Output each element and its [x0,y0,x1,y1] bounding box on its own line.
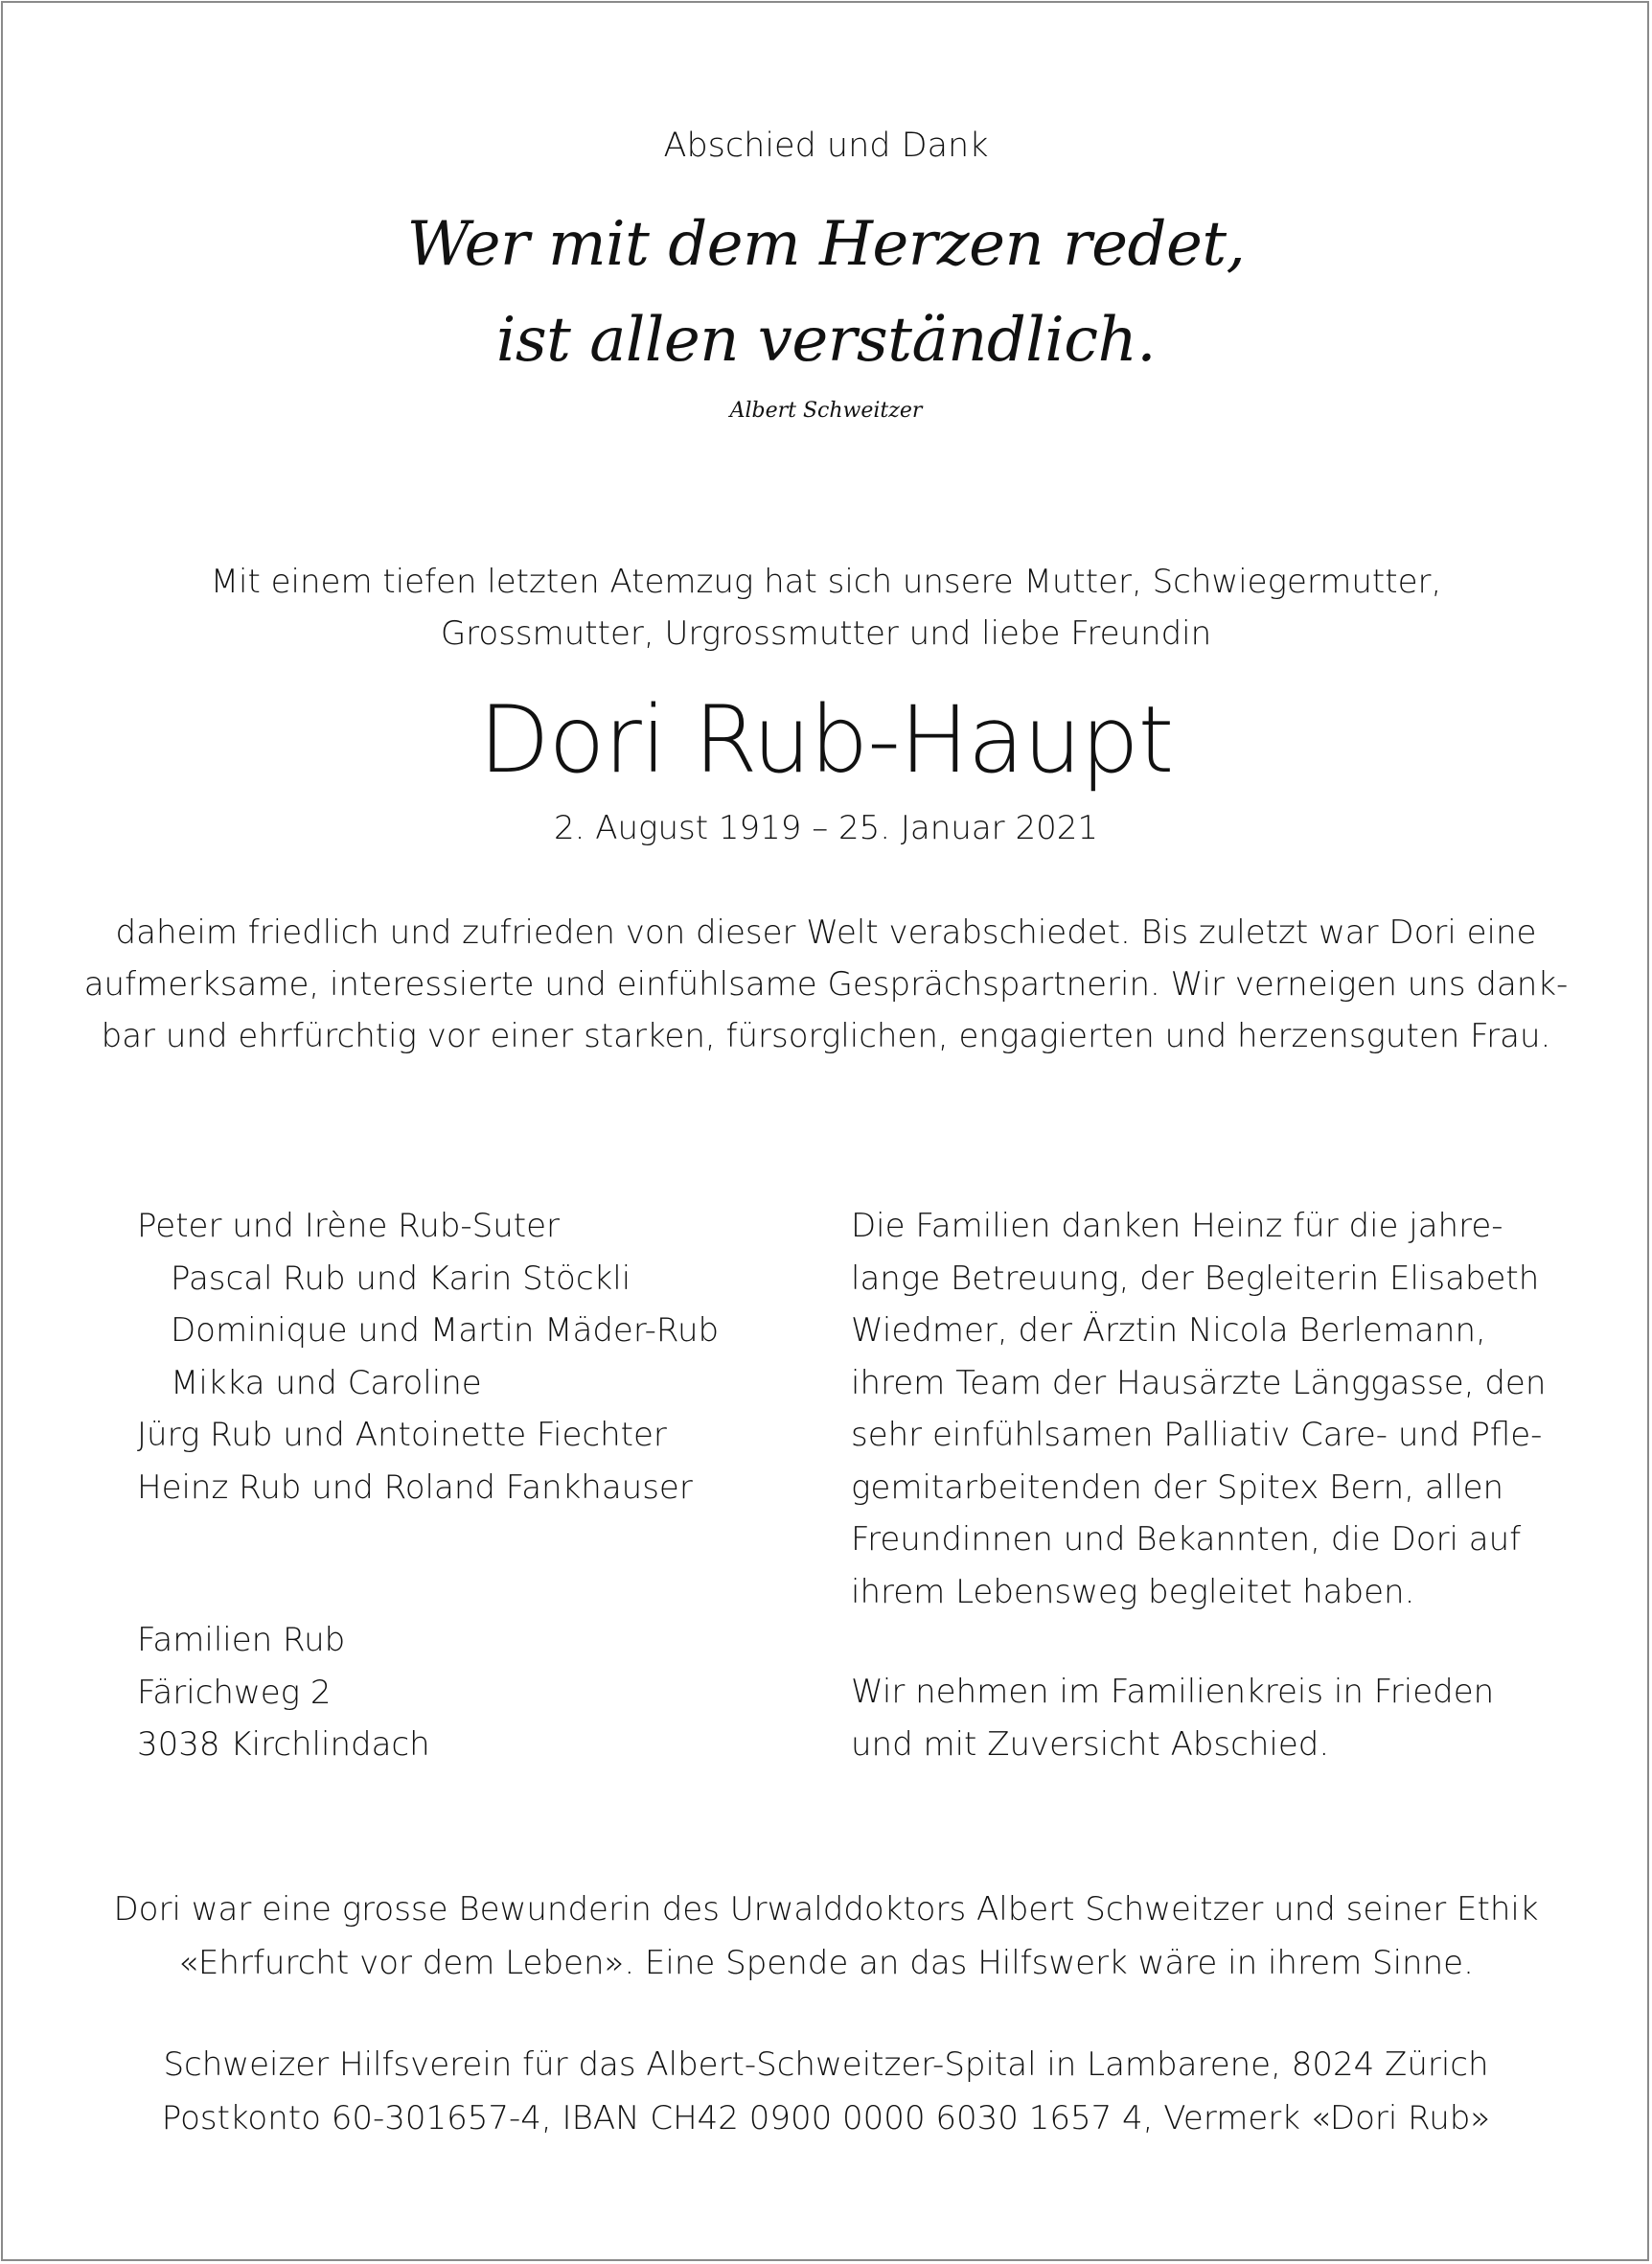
body-line: bar und ehrfürchtig vor einer starken, fürsorglichen, engagierten und herzensguten Frau. [101,1017,1551,1055]
thanks-line: gemitarbeitenden der Spitex Bern, allen [851,1467,1504,1507]
thanks-line: Freundinnen und Bekannten, die Dori auf [851,1520,1522,1559]
donation-note [0,1883,1652,1990]
thanks-line: ihrem Lebensweg begleitet haben. [851,1572,1415,1611]
bank-line: Postkonto 60-301657-4, IBAN CH42 0900 0000 6030 1657 4, Vermerk «Dori Rub» [161,2099,1491,2137]
family-address [137,1614,430,1771]
closing-line: und mit Zuversicht Abschied. [851,1724,1330,1764]
family-member: Dominique und Martin Mäder-Rub [171,1311,720,1350]
family-member: Heinz Rub und Roland Fankhauser [137,1467,693,1507]
address-line: Familien Rub [137,1621,346,1659]
thanks-line: lange Betreuung, der Begleiterin Elisabeth [851,1259,1540,1298]
family-member: Peter und Irène Rub-Suter [137,1207,561,1245]
quote-line: ist allen verständlich. [495,305,1157,376]
intro-text [0,556,1652,659]
thanks-text [851,1200,1547,1618]
family-member: Jürg Rub und Antoinette Fiechter [137,1416,667,1454]
quote-line: Wer mit dem Herzen redet, [406,209,1246,280]
bank-line: Schweizer Hilfsverein für das Albert-Schweitzer-Spital in Lambarene, 8024 Zürich [163,2045,1489,2084]
address-line: Färichweg 2 [137,1673,332,1712]
family-member: Mikka und Caroline [171,1363,482,1402]
thanks-line: Die Familien danken Heinz für die jahre- [851,1207,1503,1245]
family-list [137,1200,827,1513]
body-line: daheim friedlich und zufrieden von dieser Welt verabschiedet. Bis zuletzt war Dori eine [115,913,1537,952]
thanks-line: ihrem Team der Hausärzte Länggasse, den [851,1363,1547,1402]
address-line: 3038 Kirchlindach [137,1725,430,1764]
life-dates: 2. August 1919 – 25. Januar 2021 [554,809,1098,847]
closing-line: Wir nehmen im Familienkreis in Frieden [851,1673,1495,1711]
intro-line: Mit einem tiefen letzten Atemzug hat sich unsere Mutter, Schwiegermutter, [210,563,1442,601]
deceased-name: Dori Rub-Haupt [478,686,1174,794]
thanks-line: Wiedmer, der Ärztin Nicola Berlemann, [851,1311,1486,1350]
closing-text [851,1666,1494,1770]
body-line: aufmerksame, interessierte und einfühlsame Gesprächspartnerin. Wir verneigen uns dank- [83,965,1569,1004]
notice-heading: Abschied und Dank [663,127,989,165]
intro-line: Grossmutter, Urgrossmutter und liebe Freundin [440,614,1212,653]
donation-line: Dori war eine grosse Bewunderin des Urwalddoktors Albert Schweitzer und seiner Ethik [113,1890,1539,1929]
quote-author: Albert Schweitzer [729,399,923,423]
body-text [0,907,1652,1062]
bank-details [0,2038,1652,2145]
family-member: Pascal Rub und Karin Stöckli [171,1259,631,1298]
donation-line: «Ehrfurcht vor dem Leben». Eine Spende an das Hilfswerk wäre in ihrem Sinne. [178,1944,1474,1982]
thanks-line: sehr einfühlsamen Palliativ Care- und Pfle- [851,1416,1543,1454]
